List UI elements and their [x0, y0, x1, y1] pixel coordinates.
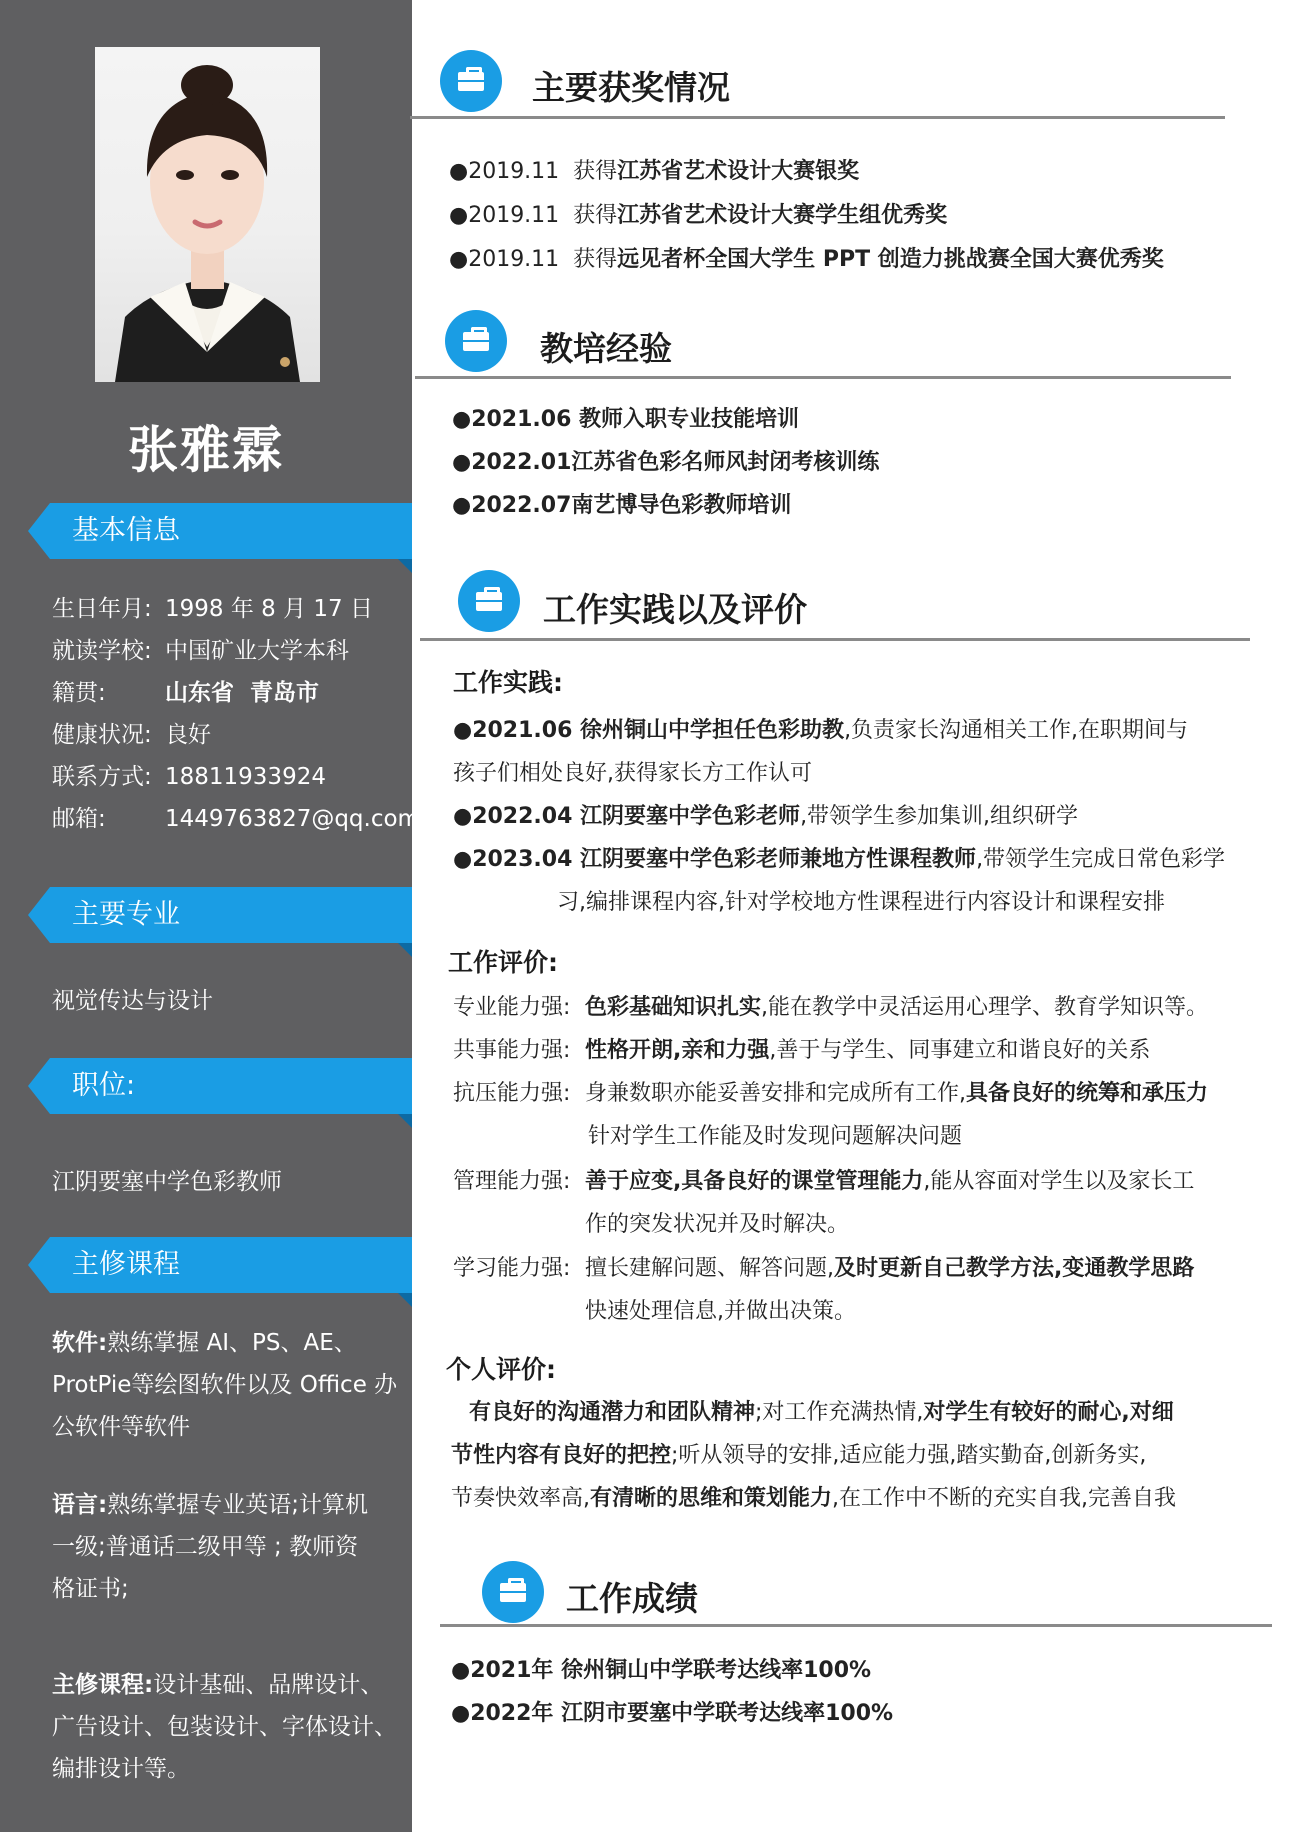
courses-label: 主修课程: [72, 1249, 180, 1280]
eval-bold: 及时更新自己教学方法,变通教学思路: [834, 1256, 1195, 1281]
briefcase-icon: [440, 50, 502, 112]
ribbon-fold: [398, 943, 412, 957]
practice-item: [453, 795, 1078, 838]
eval-title: 工作评价:: [448, 948, 558, 977]
info-value: 中国矿业大学本科: [165, 638, 349, 664]
practice-bold: ●2022.04 江阴要塞中学色彩老师: [453, 804, 801, 829]
results-title: 工作成绩: [566, 1579, 698, 1618]
course-text: 编排设计等。: [52, 1756, 190, 1782]
eval-label: 管理能力强:: [453, 1169, 571, 1194]
basic-info-header: [28, 503, 412, 559]
self-eval-title: 个人评价:: [446, 1355, 556, 1384]
awards-title: 主要获奖情况: [532, 68, 730, 107]
ribbon-fold: [398, 1293, 412, 1307]
self-eval-text: ;听从领导的安排,适应能力强,踏实勤奋,创新务实,: [671, 1443, 1147, 1468]
software-block: [52, 1322, 410, 1448]
info-value: 1449763827@qq.com: [165, 806, 420, 832]
training-item: ●2021.06 教师入职专业技能培训: [452, 407, 800, 432]
briefcase-icon: [458, 570, 520, 632]
course-text: 广告设计、包装设计、字体设计、: [52, 1714, 397, 1740]
person-name: 张雅霖: [128, 421, 284, 479]
training-title: 教培经验: [540, 329, 672, 368]
award-name: 江苏省艺术设计大赛银奖: [617, 159, 860, 184]
award-name: 远见者杯全国大学生 PPT 创造力挑战赛全国大赛优秀奖: [617, 247, 1164, 272]
eval-bold: 具备良好的统筹和承压力: [966, 1081, 1209, 1106]
training-item: ●2022.07南艺博导色彩教师培训: [452, 493, 792, 518]
courses-header: [28, 1237, 412, 1293]
briefcase-icon: [482, 1561, 544, 1623]
award-item: [449, 150, 859, 193]
eval-label: 学习能力强:: [453, 1256, 571, 1281]
eval-item: [453, 1160, 1194, 1203]
award-item: [449, 194, 947, 237]
course-label: 主修课程:: [52, 1672, 154, 1698]
result-item: ●2021年 徐州铜山中学联考达线率100%: [451, 1658, 872, 1683]
practice-text: ,带领学生完成日常色彩学: [976, 847, 1226, 872]
info-row-birth: [52, 588, 373, 630]
eval-text: 身兼数职亦能妥善安排和完成所有工作,: [585, 1081, 966, 1106]
info-row-hometown: [52, 672, 319, 714]
eval-bold: 善于应变,具备良好的课堂管理能力: [585, 1169, 924, 1194]
sidebar: [0, 0, 420, 1832]
eval-label: 抗压能力强:: [453, 1081, 571, 1106]
eval-item: [453, 1072, 1208, 1115]
practice-bold: ●2021.06 徐州铜山中学担任色彩助教: [453, 718, 845, 743]
eval-text: ,能在教学中灵活运用心理学、教育学知识等。: [761, 995, 1209, 1020]
position-value: 江阴要塞中学色彩教师: [52, 1169, 282, 1195]
basic-info-label: 基本信息: [72, 515, 180, 546]
major-header: [28, 887, 412, 943]
course-block: [52, 1664, 410, 1790]
practice-item-cont: 孩子们相处良好,获得家长方工作认可: [453, 761, 812, 786]
position-header: [28, 1058, 412, 1114]
award-name: 江苏省艺术设计大赛学生组优秀奖: [617, 203, 948, 228]
info-row-phone: [52, 756, 326, 798]
self-eval-line: [469, 1391, 1174, 1434]
info-key: 籍贯:: [52, 680, 106, 706]
ribbon-fold: [398, 1114, 412, 1128]
software-label: 软件:: [52, 1330, 108, 1356]
info-value: 1998 年 8 月 17 日: [165, 596, 373, 622]
training-divider: [415, 376, 1231, 379]
info-key: 就读学校:: [52, 638, 152, 664]
portrait-illustration: [95, 47, 320, 382]
language-text: 熟练掌握专业英语;计算机: [107, 1492, 368, 1518]
info-row-school: [52, 630, 349, 672]
info-key: 健康状况:: [52, 722, 152, 748]
self-eval-line: [451, 1434, 1146, 1477]
language-block: [52, 1484, 410, 1610]
self-eval-bold: 有良好的沟通潜力和团队精神: [469, 1400, 756, 1425]
eval-item-cont: 针对学生工作能及时发现问题解决问题: [588, 1124, 963, 1149]
self-eval-text: 节奏快效率高,: [451, 1486, 590, 1511]
practice-item: [453, 838, 1225, 881]
award-item: [449, 238, 1164, 281]
practice-item: [453, 709, 1188, 752]
results-divider: [440, 1624, 1272, 1627]
ribbon-fold: [398, 559, 412, 573]
software-text: 公软件等软件: [52, 1414, 190, 1440]
eval-text: 擅长建解问题、解答问题,: [585, 1256, 834, 1281]
position-label: 职位:: [72, 1070, 136, 1101]
eval-text: ,能从容面对学生以及家长工: [923, 1169, 1195, 1194]
awards-divider: [410, 116, 1225, 119]
result-item: ●2022年 江阴市要塞中学联考达线率100%: [451, 1701, 894, 1726]
work-divider: [420, 638, 1250, 641]
eval-item: [453, 1029, 1150, 1072]
info-key: 联系方式:: [52, 764, 152, 790]
info-value: 18811933924: [165, 764, 326, 790]
eval-bold: 性格开朗,亲和力强: [585, 1038, 770, 1063]
info-value: 山东省 青岛市: [165, 680, 320, 706]
work-title: 工作实践以及评价: [543, 590, 807, 629]
software-text: 熟练掌握 AI、PS、AE、: [107, 1330, 357, 1356]
major-label: 主要专业: [72, 899, 180, 930]
self-eval-text: ,在工作中不断的充实自我,完善自我: [832, 1486, 1177, 1511]
eval-label: 专业能力强:: [453, 995, 571, 1020]
language-label: 语言:: [52, 1492, 108, 1518]
self-eval-line: [451, 1477, 1176, 1520]
self-eval-bold: 有清晰的思维和策划能力: [590, 1486, 833, 1511]
practice-text: ,负责家长沟通相关工作,在职期间与: [844, 718, 1189, 743]
eval-item-cont: 快速处理信息,并做出决策。: [585, 1299, 856, 1324]
practice-bold: ●2023.04 江阴要塞中学色彩老师兼地方性课程教师: [453, 847, 977, 872]
self-eval-text: ;对工作充满热情,: [755, 1400, 924, 1425]
award-date: ●2019.11 获得: [449, 247, 618, 272]
info-row-health: [52, 714, 211, 756]
eval-bold: 色彩基础知识扎实: [585, 995, 762, 1020]
award-date: ●2019.11 获得: [449, 159, 618, 184]
language-text: 一级;普通话二级甲等 ; 教师资: [52, 1534, 359, 1560]
eval-item: [453, 1247, 1194, 1290]
software-text: ProtPie等绘图软件以及 Office 办: [52, 1372, 398, 1398]
self-eval-bold: 对学生有较好的耐心,对细: [923, 1400, 1174, 1425]
self-eval-bold: 节性内容有良好的把控: [451, 1443, 672, 1468]
briefcase-icon: [445, 310, 507, 372]
eval-item: [453, 986, 1208, 1029]
eval-item-cont: 作的突发状况并及时解决。: [585, 1212, 850, 1237]
profile-photo: [95, 47, 320, 382]
major-value: 视觉传达与设计: [52, 988, 213, 1014]
training-item: ●2022.01江苏省色彩名师风封闭考核训练: [452, 450, 880, 475]
info-key: 生日年月:: [52, 596, 152, 622]
course-text: 设计基础、品牌设计、: [153, 1672, 384, 1698]
info-row-email: [52, 798, 420, 840]
language-text: 格证书;: [52, 1576, 129, 1602]
award-date: ●2019.11 获得: [449, 203, 618, 228]
eval-label: 共事能力强:: [453, 1038, 571, 1063]
eval-text: ,善于与学生、同事建立和谐良好的关系: [769, 1038, 1151, 1063]
practice-item-cont: 习,编排课程内容,针对学校地方性课程进行内容设计和课程安排: [557, 890, 1165, 915]
info-key: 邮箱:: [52, 806, 106, 832]
practice-text: ,带领学生参加集训,组织研学: [800, 804, 1079, 829]
practice-title: 工作实践:: [453, 668, 563, 697]
info-value: 良好: [165, 722, 211, 748]
